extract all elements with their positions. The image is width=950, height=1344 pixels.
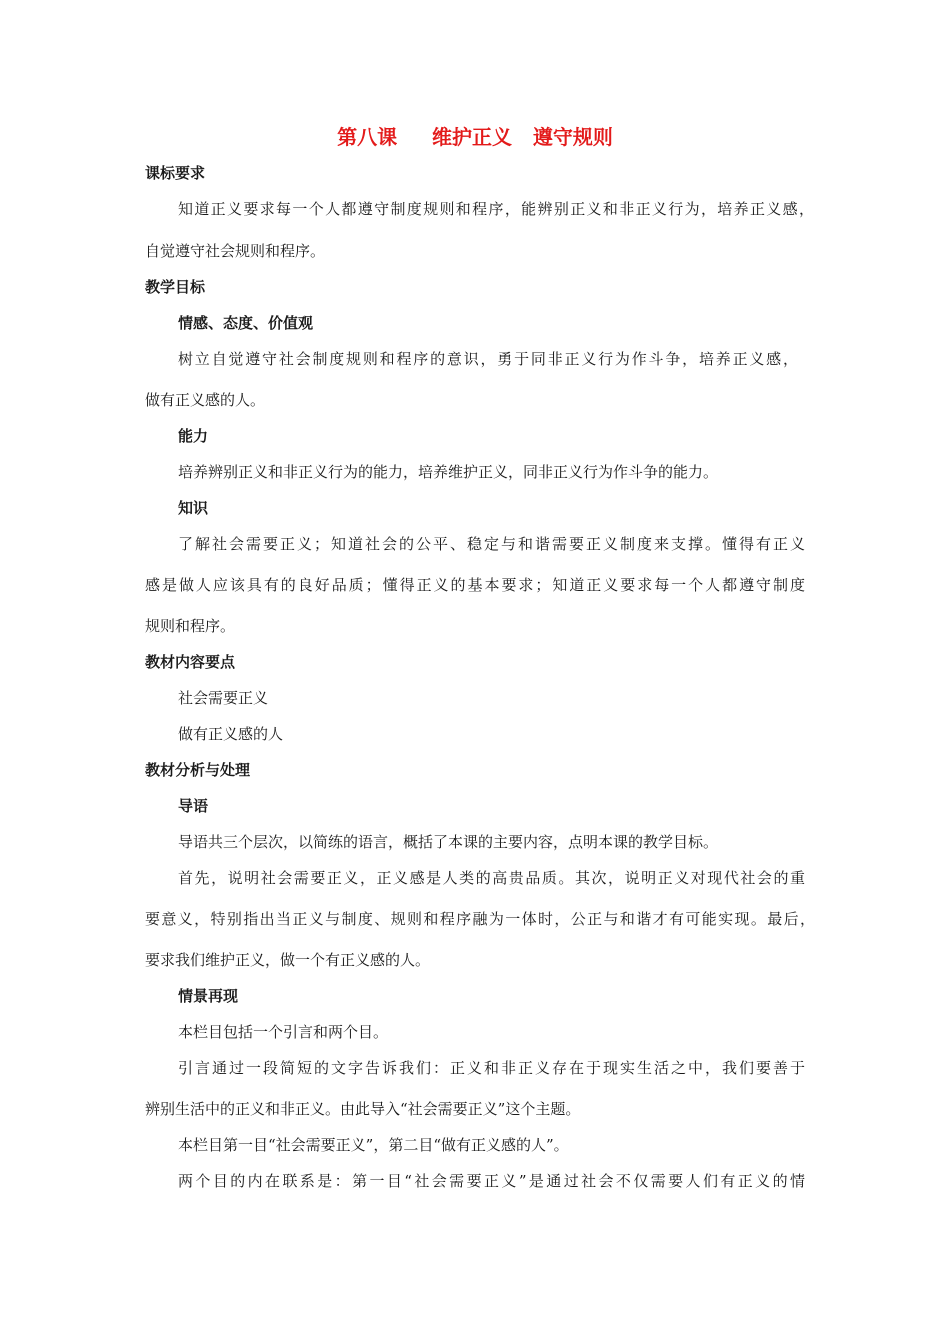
list-item: 做有正义感的人 (178, 725, 284, 743)
paragraph-line: 了解社会需要正义；知道社会的公平、稳定与和谐需要正义制度来支撑。懂得有正义 (178, 535, 805, 553)
lesson-title: 第八课 维护正义 遵守规则 (337, 125, 613, 149)
paragraph-line: 要求我们维护正义，做一个有正义感的人。 (145, 951, 431, 969)
subheading-introduction: 导语 (178, 797, 209, 815)
subheading-scenario-reproduction: 情景再现 (178, 987, 239, 1005)
paragraph-line: 规则和程序。 (145, 617, 236, 635)
paragraph-line: 树立自觉遵守社会制度规则和程序的意识，勇于同非正义行为作斗争，培养正义感， (178, 350, 798, 368)
heading-curriculum-requirements: 课标要求 (145, 164, 206, 182)
paragraph-line: 要意义，特别指出当正义与制度、规则和程序融为一体时，公正与和谐才有可能实现。最后， (145, 910, 815, 928)
subheading-knowledge: 知识 (178, 499, 209, 517)
heading-textbook-analysis: 教材分析与处理 (145, 761, 251, 779)
paragraph-line: 本栏目包括一个引言和两个目。 (178, 1023, 389, 1041)
paragraph-line: 导语共三个层次，以简练的语言，概括了本课的主要内容，点明本课的教学目标。 (178, 833, 719, 851)
heading-teaching-goals: 教学目标 (145, 278, 206, 296)
subheading-ability: 能力 (178, 427, 209, 445)
paragraph-line: 培养辨别正义和非正义行为的能力，培养维护正义，同非正义行为作斗争的能力。 (178, 463, 719, 481)
paragraph-line: 感是做人应该具有的良好品质；懂得正义的基本要求；知道正义要求每一个人都遵守制度 (145, 576, 805, 594)
paragraph-line: 做有正义感的人。 (145, 391, 266, 409)
list-item: 社会需要正义 (178, 689, 269, 707)
paragraph-line: 辨别生活中的正义和非正义。由此导入“社会需要正义”这个主题。 (145, 1100, 581, 1118)
heading-textbook-key-points: 教材内容要点 (145, 653, 236, 671)
paragraph-line: 两个目的内在联系是：第一目“社会需要正义”是通过社会不仅需要人们有正义的情 (178, 1172, 805, 1190)
paragraph-line: 自觉遵守社会规则和程序。 (145, 242, 326, 260)
paragraph-line: 本栏目第一目“社会需要正义”，第二目“做有正义感的人”。 (178, 1136, 569, 1154)
subheading-emotion-attitude-values: 情感、态度、价值观 (178, 314, 314, 332)
paragraph-line: 知道正义要求每一个人都遵守制度规则和程序，能辨别正义和非正义行为，培养正义感， (178, 200, 814, 218)
paragraph-line: 引言通过一段简短的文字告诉我们：正义和非正义存在于现实生活之中，我们要善于 (178, 1059, 805, 1077)
paragraph-line: 首先，说明社会需要正义，正义感是人类的高贵品质。其次，说明正义对现代社会的重 (178, 869, 805, 887)
